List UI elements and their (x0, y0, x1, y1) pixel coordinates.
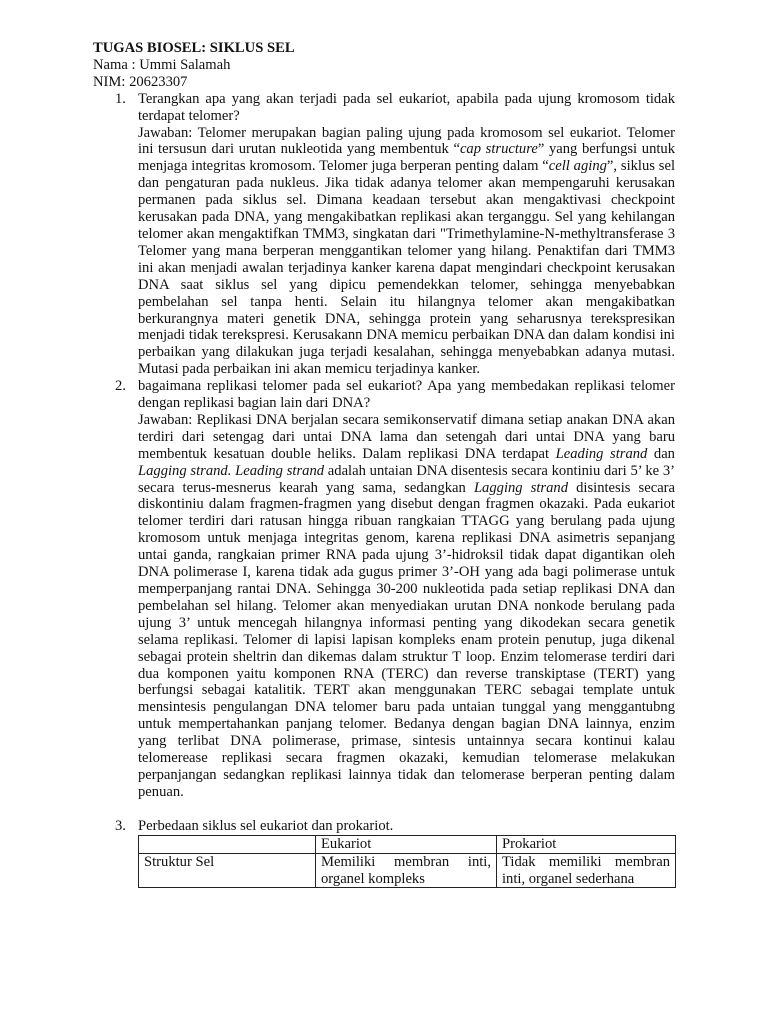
question-item-1 (93, 91, 675, 378)
table-header-cell: Prokariot (497, 835, 676, 853)
table-cell: Struktur Sel (139, 853, 316, 888)
question-text: Terangkan apa yang akan terjadi pada sel eukariot, apabila pada ujung kromosom tidak terdapat telomer? (138, 90, 675, 124)
question-number: 1. (115, 90, 126, 107)
document-title: TUGAS BIOSEL: SIKLUS SEL (93, 40, 295, 56)
student-name: Nama : Ummi Salamah (93, 56, 231, 73)
question-item-3 (93, 818, 675, 889)
question-number: 2. (115, 378, 126, 395)
table-cell: Tidak memiliki membran inti, organel sederhana (497, 853, 676, 888)
student-nim: NIM: 20623307 (93, 73, 188, 90)
table-row (139, 853, 676, 888)
spacer (93, 801, 675, 818)
italic-term: Leading strand (235, 462, 325, 479)
question-item-2 (93, 378, 675, 801)
italic-term: Leading strand (555, 445, 648, 462)
italic-term: Lagging strand (473, 479, 569, 496)
question-text: bagaimana replikasi telomer pada sel eukariot? Apa yang membedakan replikasi telomer dengan replikasi bagian lain dari DNA? (138, 378, 675, 412)
answer-text: Jawaban: Replikasi DNA berjalan secara semikonservatif dimana setiap anakan DNA akan terdiri dari setengag dari untai DNA lama dan setengah dari untai DNA yang baru membentuk kesatuan double heliks. Dalam replikasi DNA terdapat Leading strand dan Lagging strand. Leading strand adalah untaian DNA disentesis secara kontiniu dari 5’ ke 3’ secara terus-mesnerus kearah yang sama, sedangkan Lagging strand disintesis secara diskontiniu dalam fragmen-fragmen yang disebut dengan fragmen okazaki. Pada eukariot telomer terdiri dari ratusan hingga ribuan rangkaian TTAGG yang berulang pada ujung kromosom untuk menjaga integritas genom, karena replikasi DNA asimetris sepanjang untai ganda, rangkaian primer RNA pada ujung 3’-hidroksil tidak dapat digantikan oleh DNA polimerase I, karena tidak ada gugus primer 3’-OH yang ada bagi polimerase untuk memperpanjang rantai DNA. Sehingga 30-200 nukleotida pada setiap replikasi DNA dan pembelahan sel hilang. Telomer akan menyediakan urutan DNA nonkode berulang pada ujung 3’ untuk mencegah hilangnya informasi penting yang dikodekan secara genetik selama replikasi. Telomer di lapisi lapisan kompleks enam protein penutup, juga dikenal sebagai protein sheltrin dan dikemas dalam struktur T loop. Enzim telomerase terdiri dari dua komponen yaitu komponen RNA (TERC) dan reverse transkiptase (TERT) yang berfungsi sebagai katalitik. TERT akan menggunakan TERC sebagai template untuk mensintesis pengulangan DNA telomer baru pada untaian tunggal yang menggantubng untuk mempertahankan panjang telomer. Bedanya dengan bagian DNA lainnya, enzim yang terlibat DNA polimerase, primase, sintesis untainnya secara kontinui kalau telomerease replikasi secara fragmen okazaki, kemudian telomerase melakukan perpanjangan sedangkan replikasi lainnya tidak dan telomerase berperan penting dalam penuan. (138, 411, 676, 800)
document-page (93, 40, 675, 888)
table-header-row (139, 835, 676, 853)
italic-term: Lagging strand. (138, 462, 232, 479)
table-cell: Memiliki membran inti, organel kompleks (316, 853, 497, 888)
question-number: 3. (115, 817, 126, 834)
answer-text: Jawaban: Telomer merupakan bagian paling ujung pada kromosom sel eukariot. Telomer ini tersusun dari urutan nukleotida yang membentuk “cap structure” yang berfungsi untuk menjaga integritas kromosom. Telomer juga berperan penting dalam “cell aging”, siklus sel dan pengaturan pada nukleus. Jika tidak adanya telomer akan mempengaruhi kerusakan permanen pada siklus sel. Dimana keadaan tersebut akan mengaktivasi checkpoint kerusakan pada DNA, yang mengakibatkan replikasi akan terganggu. Sel yang kehilangan telomer akan mengaktifkan TMM3, singkatan dari "Trimethylamine-N-methyltransferase 3 Telomer yang mana berperan menggantikan telomer yang hilang. Penaktifan dari TMM3 ini akan menjadi awalan terjadinya kanker karena dapat mengindari checkpoint kerusakan DNA saat siklus sel yang dipicu pemendekkan telomer, sehingga menyebabkan pembelahan sel tanpa henti. Selain itu hilangnya telomer akan mengakibatkan berkurangnya materi genetik DNA, sehingga protein yang seharusnya terekspresikan menjadi tidak terekspresi. Kerusakann DNA memicu perbaikan DNA dan dalam kondisi ini perbaikan yang dilakukan juga terjadi kesalahan, sehingga menyebabkan adanya mutasi. Mutasi pada perbaikan ini akan memicu terjadinya kanker. (138, 124, 676, 378)
italic-term: cell aging (548, 158, 607, 175)
table-header-cell: Eukariot (316, 835, 497, 853)
question-text: Perbedaan siklus sel eukariot dan prokariot. (138, 817, 394, 834)
table-header-cell (139, 835, 316, 853)
comparison-table (138, 835, 676, 889)
question-list (93, 91, 675, 889)
italic-term: cap structure (459, 141, 538, 158)
